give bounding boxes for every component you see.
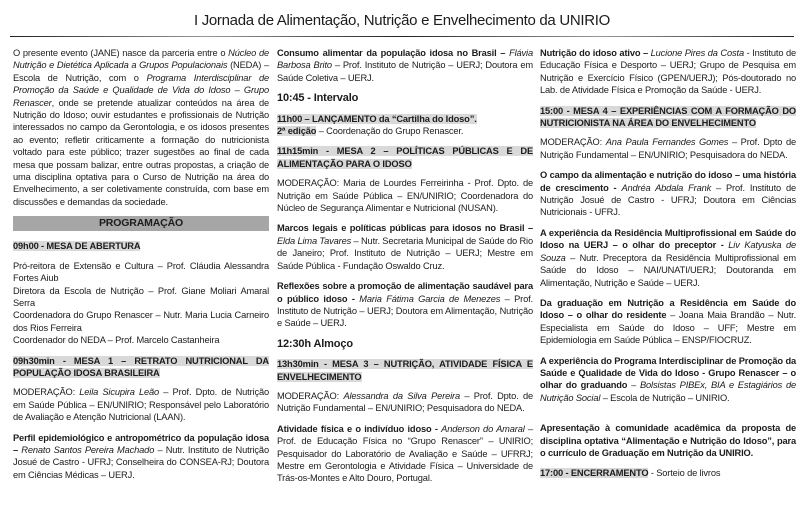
text-segment: – Prof. Dpto. de Nutrição Fundamental – EN/UNIRIO; Pesquisadora do NEDA. <box>277 390 533 414</box>
text-segment: – <box>627 380 640 391</box>
text-segment: Perfil epidemiológico e antropométrico da população idosa – <box>13 432 269 455</box>
text-segment: – Escola de Nutrição – UNIRIO. <box>600 392 730 403</box>
text-segment: A experiência do Programa Interdisciplinar de Promoção da Saúde e Qualidade de Vida do Idoso - Grupo Renascer – o olhar do graduando <box>540 355 796 391</box>
text-segment: – Prof. Instituto de Nutrição – UERJ; Doutora em Alimentação, Nutrição e Saúde – UERJ. <box>277 293 533 329</box>
column-2 <box>277 47 533 493</box>
text-segment: 2ª edição <box>277 126 317 137</box>
text-segment: 10:45 - Intervalo <box>277 92 359 105</box>
text-segment: Liv Katyuska de Souza <box>540 240 797 263</box>
text-segment: – Joana Maia Brandão – Nutr. Especialista em Saúde do Idoso – UFF; Mestre em Epidemiologia em Saúde Pública – ENSP/FIOCRUZ. <box>540 310 796 346</box>
text-segment: Coordenador do NEDA – Prof. Marcelo Castanheira <box>13 335 220 346</box>
text-segment: 11h15min - MESA 2 – POLÍTICAS PÚBLICAS E DE ALIMENTAÇÃO PARA O IDOSO <box>277 146 533 169</box>
paragraph <box>13 47 269 208</box>
text-segment: Lucione Pires da Costa <box>650 48 744 58</box>
text-segment: 09h30min - MESA 1 – RETRATO NUTRICIONAL DA POPULAÇÃO IDOSA BRASILEIRA <box>13 355 269 378</box>
text-segment: 17:00 - ENCERRAMENTO <box>540 468 649 479</box>
text-segment: Ana Paula Fernandes Gomes <box>605 137 729 148</box>
paragraph <box>540 47 796 97</box>
text-segment: 11h00 – LANÇAMENTO da “Cartilha do Idoso”. <box>277 113 477 124</box>
text-segment: – Nutr. Preceptora da Residência Multiprofissional em Saúde do Idoso – NAI/UNATI/UERJ; Doutoranda em Alimentação, Nutrição e Saúde – UERJ. <box>540 252 796 288</box>
paragraph <box>277 47 533 84</box>
session-heading <box>277 358 533 383</box>
session-heading <box>13 355 269 380</box>
paragraph <box>277 280 533 330</box>
paragraph <box>540 355 796 405</box>
paragraph <box>277 222 533 272</box>
text-segment: Marcos legais e políticas públicas para idosos no Brasil – <box>277 223 533 234</box>
text-segment: Anderson do Amaral <box>441 423 525 434</box>
text-segment: Nutrição do idoso ativo – <box>540 48 651 58</box>
text-segment: 15:00 - MESA 4 – EXPERIÊNCIAS COM A FORMAÇÃO DO NUTRICIONISTA NA ÁREA DO ENVELHECIMENTO <box>540 105 796 129</box>
text-segment: Núcleo de Nutrição e Dietética Aplicada a Grupos Populacionais <box>13 48 270 71</box>
title-divider <box>10 36 794 37</box>
text-segment: Consumo alimentar da população idosa no Brasil – <box>277 48 510 58</box>
text-segment: – Prof. Instituto de Nutrição – UERJ; Doutora em Saúde Coletiva – UERJ. <box>277 60 533 83</box>
text-segment: Pró-reitora de Extensão e Cultura – Prof. Cláudia Alessandra Fortes Aiub <box>13 260 269 284</box>
paragraph <box>277 177 533 214</box>
text-segment: Atividade física e o indivíduo idoso - <box>277 423 442 434</box>
paragraph <box>540 297 796 347</box>
text-segment: MODERAÇÃO: Maria de Lourdes Ferreirinha - Prof. Dpto. de Nutrição em Saúde Pública – EN/UNIRIO; Coordenadora do Núcleo de Segurança Alimentar e Nutricional (NUSAN). <box>277 178 533 214</box>
text-segment: Programa Interdisciplinar de Promoção da Saúde e Qualidade de Vida do Idoso – Grupo Renascer <box>13 72 269 108</box>
paragraph <box>540 136 796 161</box>
paragraph <box>277 423 533 485</box>
text-segment: – Nutr. Secretaria Municipal de Saúde do Rio de Janeiro; Prof. Instituto de Nutrição – UERJ; Mestre em Saúde Pública - Fundação Oswaldo Cruz. <box>277 235 533 271</box>
text-segment: (NEDA) – Escola de Nutrição, com o <box>13 60 269 83</box>
text-segment: - Sorteio de livros <box>648 468 721 479</box>
text-segment: MODERAÇÃO: <box>13 387 80 398</box>
paragraph <box>540 467 796 479</box>
text-segment: Da graduação em Nutrição a Residência em Saúde do Idoso – o olhar do residente <box>540 297 796 321</box>
text-segment: 09h00 - MESA DE ABERTURA <box>13 241 141 252</box>
text-segment: – Prof. Dpto de Nutrição Fundamental – EN/UNIRIO; Pesquisadora do NEDA. <box>540 137 797 160</box>
text-segment: - Instituto de Educação Física e Desporto – UERJ; Grupo de Pesquisa em Nutrição e Exercício Físico (GPEN/UERJ); Pós-doutorado no Lab. de Atividade Física e Promoção da Saúde - UERJ. <box>540 48 797 96</box>
text-segment: 13h30min - MESA 3 – NUTRIÇÃO, ATIVIDADE FÍSICA E ENVELHECIMENTO <box>277 359 533 382</box>
paragraph <box>13 260 269 347</box>
paragraph <box>277 390 533 415</box>
text-segment: – Prof. Dpto. de Nutrição em Saúde Pública – EN/UNIRIO; Responsável pelo Laboratório de Avaliação e Atenção Nutricional (LAAN). <box>13 387 270 423</box>
text-segment: Bolsistas PIBEx, BIA e Estagiários de Nutrição Social <box>540 380 796 403</box>
text-segment: O campo da alimentação e nutrição do idoso – uma história de crescimento - <box>540 170 796 193</box>
text-segment: O presente evento (JANE) nasce da parceria entre o <box>13 48 229 58</box>
text-segment: – Coordenação do Grupo Renascer. <box>316 126 464 137</box>
session-heading <box>13 240 269 252</box>
text-segment: – Prof. Instituto de Nutrição Josué de Castro - UFRJ; Doutora em Ciências Nutricionais - UFRJ. <box>540 182 797 218</box>
session-heading <box>540 105 796 130</box>
text-segment: Apresentação à comunidade acadêmica da proposta de disciplina optativa “Alimentação e Nutrição do Idoso”, para o currículo de Graduação em Nutrição da UNIRIO. <box>540 423 796 458</box>
text-segment: A experiência da Residência Multiprofissional em Saúde do Idoso na UERJ – o olhar do preceptor - <box>540 227 796 251</box>
paragraph <box>13 432 269 482</box>
session-heading <box>277 145 533 170</box>
text-segment: Diretora da Escola de Nutrição – Prof. Giane Moliari Amaral Serra <box>13 285 269 308</box>
paragraph <box>540 422 796 459</box>
text-segment: , onde se pretende atualizar conteúdos na área de Nutrição do Idoso; ouvir estudantes e profissionais de Nutrição interessados no campo da Gerontologia, e os idosos presentes ao evento; refletir criticamente a formação do nutricionista voltado para este público; trazer sugestões ao final de cada mesa que possam balizar, entre outras propostas, a criação de uma disciplina optativa para o Curso de Nutrição na área do Envelhecimento, a ser coletivamente construída, com base em discussões e demandas da sociedade. <box>13 97 269 207</box>
text-segment: Coordenadora do Grupo Renascer – Nutr. Maria Lucia Carneiro dos Rios Ferreira <box>13 310 269 333</box>
paragraph <box>540 227 796 289</box>
text-segment: Alessandra da Silva Pereira <box>343 390 460 401</box>
text-segment: MODERAÇÃO: <box>540 137 606 148</box>
text-segment: Maria Fátima Garcia de Menezes <box>359 293 501 304</box>
text-segment: Renato Santos Pereira Machado <box>21 444 155 455</box>
programacao-banner <box>13 216 269 231</box>
text-segment: PROGRAMAÇÃO <box>98 217 184 230</box>
text-segment: Reflexões sobre a promoção de alimentação saudável para o público idoso - <box>277 281 533 304</box>
paragraph <box>277 113 533 138</box>
time-break <box>277 338 533 350</box>
text-segment: Andréa Abdala Frank <box>621 182 712 193</box>
text-segment: Elda Lima Tavares <box>277 235 352 246</box>
text-segment: MODERAÇÃO: <box>277 390 344 401</box>
time-break <box>277 92 533 104</box>
paragraph <box>540 169 796 219</box>
column-3 <box>540 47 796 488</box>
column-1 <box>13 47 269 489</box>
text-segment: 12:30h Almoço <box>277 337 353 350</box>
text-segment: Leila Sicupira Leão <box>79 387 160 398</box>
text-segment: – Prof. de Educação Física no “Grupo Renascer” – UNIRIO; Pesquisador do Laboratório de Avaliação e Saúde – UFRRJ; Mestre em Gerontologia e Atividade Física – Universidade de Trás-os-Montes e Alto Douro, Portugal. <box>277 423 533 484</box>
text-segment: – Nutr. Instituto de Nutrição Josué de Castro - UFRJ; Conselheira do CONSEA-RJ; Doutora em Ciências Médicas – UERJ. <box>13 444 269 480</box>
document-title: I Jornada de Alimentação, Nutrição e Envelhecimento da UNIRIO <box>193 12 611 29</box>
paragraph <box>13 386 269 423</box>
text-segment: Flávia Barbosa Brito <box>277 48 533 71</box>
